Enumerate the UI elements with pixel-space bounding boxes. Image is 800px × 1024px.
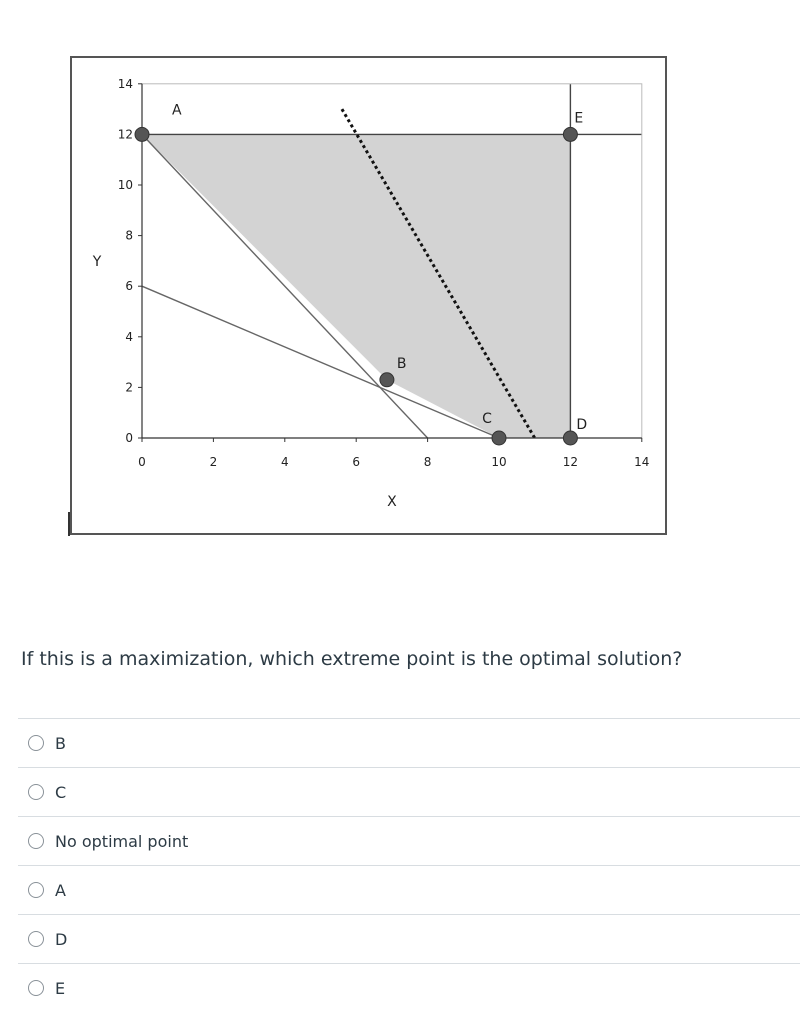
radio-button[interactable] <box>28 833 44 849</box>
y-tick-label: 12 <box>117 127 133 142</box>
extreme-point-a <box>135 127 149 141</box>
answer-label: D <box>55 929 68 949</box>
extreme-point-d <box>563 431 577 445</box>
answer-label: B <box>55 733 66 753</box>
lp-graph <box>66 54 668 536</box>
y-tick-label: 14 <box>117 76 133 91</box>
x-tick-label: 14 <box>634 455 650 469</box>
x-axis-label: X <box>387 494 397 510</box>
y-axis-label: Y <box>92 253 102 270</box>
answer-label: No optimal point <box>55 831 189 851</box>
extreme-point-e <box>563 127 577 141</box>
chart-svg <box>66 54 668 536</box>
answer-label: A <box>55 880 66 900</box>
radio-button[interactable] <box>28 931 44 947</box>
x-tick-label: 0 <box>138 455 146 469</box>
answer-option-a[interactable] <box>18 865 800 914</box>
radio-button[interactable] <box>28 784 44 800</box>
y-tick-label: 2 <box>125 380 133 395</box>
x-tick-label: 2 <box>209 455 218 469</box>
answer-label: C <box>55 782 67 802</box>
y-tick-label: 8 <box>125 228 133 243</box>
x-tick-label: 6 <box>352 455 361 469</box>
y-tick-label: 6 <box>125 279 133 294</box>
y-tick-label: 4 <box>125 329 133 344</box>
point-label-e: E <box>574 110 584 127</box>
answer-label: E <box>55 978 66 998</box>
answer-list <box>18 718 800 1012</box>
y-tick-label: 10 <box>117 178 133 192</box>
x-tick-label: 10 <box>491 455 507 469</box>
point-label-a: A <box>172 102 182 119</box>
x-tick-label: 12 <box>562 455 579 469</box>
x-tick-label: 8 <box>423 455 432 469</box>
answer-option-e[interactable] <box>18 963 800 1012</box>
radio-button[interactable] <box>28 882 44 898</box>
point-label-b: B <box>396 355 407 372</box>
extreme-point-b <box>380 373 394 387</box>
answer-option-d[interactable] <box>18 914 800 963</box>
answer-option-no-optimal-point[interactable] <box>18 816 800 865</box>
point-label-c: C <box>482 411 492 427</box>
answer-option-b[interactable] <box>18 718 800 767</box>
radio-button[interactable] <box>28 980 44 996</box>
x-tick-label: 4 <box>280 455 289 469</box>
question-text: If this is a maximization, which extreme point is the optimal solution? <box>21 648 683 670</box>
point-label-d: D <box>576 417 588 433</box>
extreme-point-c <box>492 431 506 445</box>
y-tick-label: 0 <box>125 431 133 445</box>
answer-option-c[interactable] <box>18 767 800 816</box>
radio-button[interactable] <box>28 735 44 751</box>
